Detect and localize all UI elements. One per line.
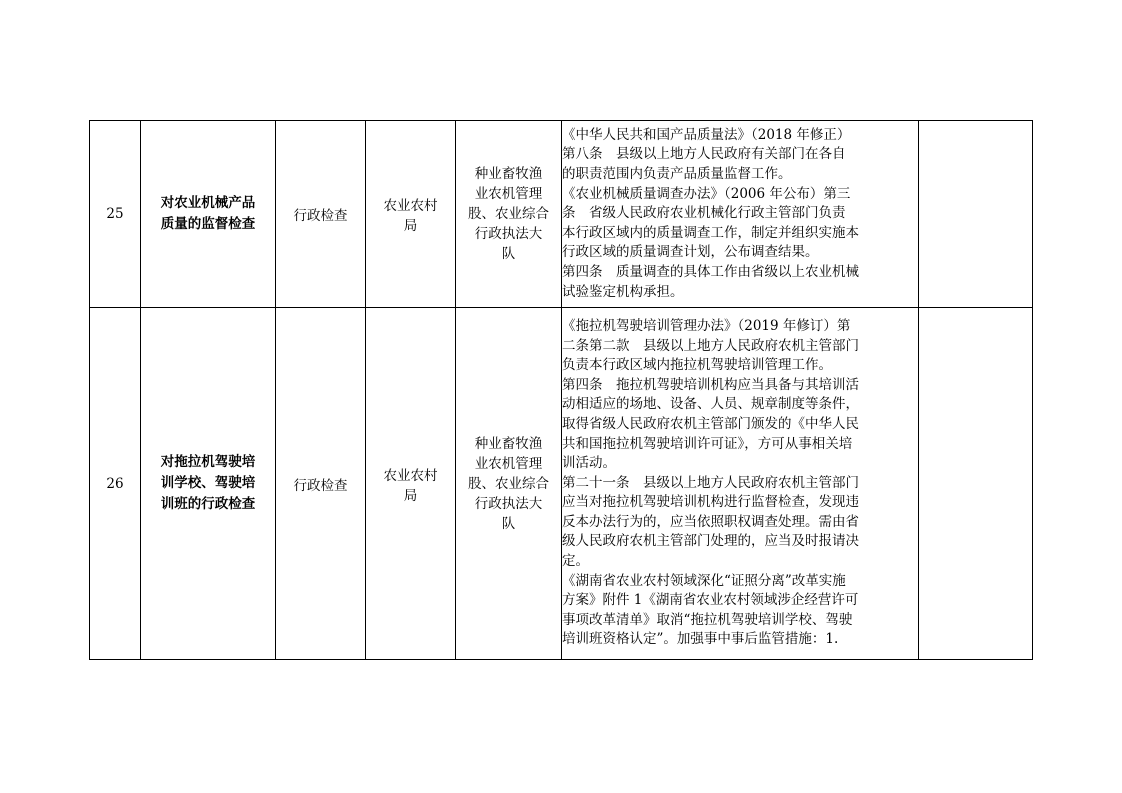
item-name <box>141 308 276 660</box>
basis-line: 反本办法行为的，应当依照职权调查处理。需由省 <box>562 513 859 530</box>
basis-line: 共和国拖拉机驾驶培训许可证》，方可从事相关培 <box>562 435 853 452</box>
unit-line: 股、农业综合 <box>468 475 549 492</box>
item-unit <box>456 308 562 660</box>
legal-basis <box>562 121 919 308</box>
legal-basis <box>562 308 919 660</box>
unit-line: 种业畜牧渔 <box>474 435 543 452</box>
basis-line: 动相适应的场地、设备、人员、规章制度等条件， <box>562 396 859 413</box>
item-name-line: 对农业机械产品 <box>160 195 256 211</box>
table-row <box>90 308 1033 660</box>
basis-line: 负责本行政区域内拖拉机驾驶培训管理工作。 <box>562 357 832 374</box>
row-number: 26 <box>90 308 141 660</box>
department-line: 农业农村 <box>383 467 438 484</box>
basis-line: 的职责范围内负责产品质量监督工作。 <box>562 166 792 183</box>
basis-line: 培训班资格认定”。加强事中事后监管措施：1. <box>562 631 839 648</box>
basis-line: 级人民政府农机主管部门处理的，应当及时报请决 <box>562 533 859 550</box>
item-category: 行政检查 <box>276 308 366 660</box>
item-department <box>366 121 456 308</box>
unit-line: 行政执法大 <box>474 226 543 242</box>
basis-line: 《湖南省农业农村领域深化“证照分离”改革实施 <box>562 572 846 589</box>
item-name <box>141 121 276 308</box>
basis-line: 第四条 质量调查的具体工作由省级以上农业机械 <box>562 263 859 280</box>
basis-line: 第八条 县级以上地方人民政府有关部门在各自 <box>562 146 846 163</box>
basis-line: 试验鉴定机构承担。 <box>562 283 684 300</box>
basis-line: 应当对拖拉机驾驶培训机构进行监督检查，发现违 <box>562 494 859 511</box>
item-category: 行政检查 <box>276 121 366 308</box>
unit-line: 业农机管理 <box>474 455 543 472</box>
item-unit <box>456 121 562 308</box>
basis-line: 训活动。 <box>562 455 616 472</box>
basis-line: 《中华人民共和国产品质量法》（2018 年修正） <box>562 126 851 143</box>
item-department <box>366 308 456 660</box>
item-name-line: 训学校、驾驶培 <box>160 475 256 491</box>
item-name-line: 训班的行政检查 <box>160 496 256 512</box>
unit-line: 队 <box>501 515 516 532</box>
regulation-table <box>89 120 1033 660</box>
remark-cell <box>919 308 1033 660</box>
remark-cell <box>919 121 1033 308</box>
basis-line: 取得省级人民政府农机主管部门颁发的《中华人民 <box>562 415 859 432</box>
row-number: 25 <box>90 121 141 308</box>
unit-line: 队 <box>501 246 516 262</box>
basis-line: 本行政区域内的质量调查工作，制定并组织实施本 <box>562 224 859 241</box>
unit-line: 种业畜牧渔 <box>474 166 543 182</box>
table-row <box>90 121 1033 308</box>
unit-line: 行政执法大 <box>474 495 543 512</box>
basis-line: 二条第二款 县级以上地方人民政府农机主管部门 <box>562 337 859 354</box>
item-name-line: 质量的监督检查 <box>160 216 256 232</box>
department-line: 局 <box>403 218 418 234</box>
basis-line: 定。 <box>562 553 589 570</box>
basis-line: 第二十一条 县级以上地方人民政府农机主管部门 <box>562 474 859 491</box>
basis-line: 第四条 拖拉机驾驶培训机构应当具备与其培训活 <box>562 376 859 393</box>
basis-line: 方案》附件 1《湖南省农业农村领域涉企经营许可 <box>562 592 859 609</box>
unit-line: 股、农业综合 <box>468 206 549 222</box>
basis-line: 行政区域的质量调查计划，公布调查结果。 <box>562 244 819 261</box>
department-line: 农业农村 <box>383 198 438 214</box>
basis-line: 事项改革清单》取消“拖拉机驾驶培训学校、驾驶 <box>562 611 853 628</box>
basis-line: 《拖拉机驾驶培训管理办法》（2019 年修订）第 <box>562 317 851 334</box>
basis-line: 条 省级人民政府农业机械化行政主管部门负责 <box>562 205 846 222</box>
department-line: 局 <box>403 487 418 504</box>
basis-line: 《农业机械质量调查办法》（2006 年公布）第三 <box>562 185 851 202</box>
item-name-line: 对拖拉机驾驶培 <box>160 454 256 470</box>
unit-line: 业农机管理 <box>474 186 543 202</box>
